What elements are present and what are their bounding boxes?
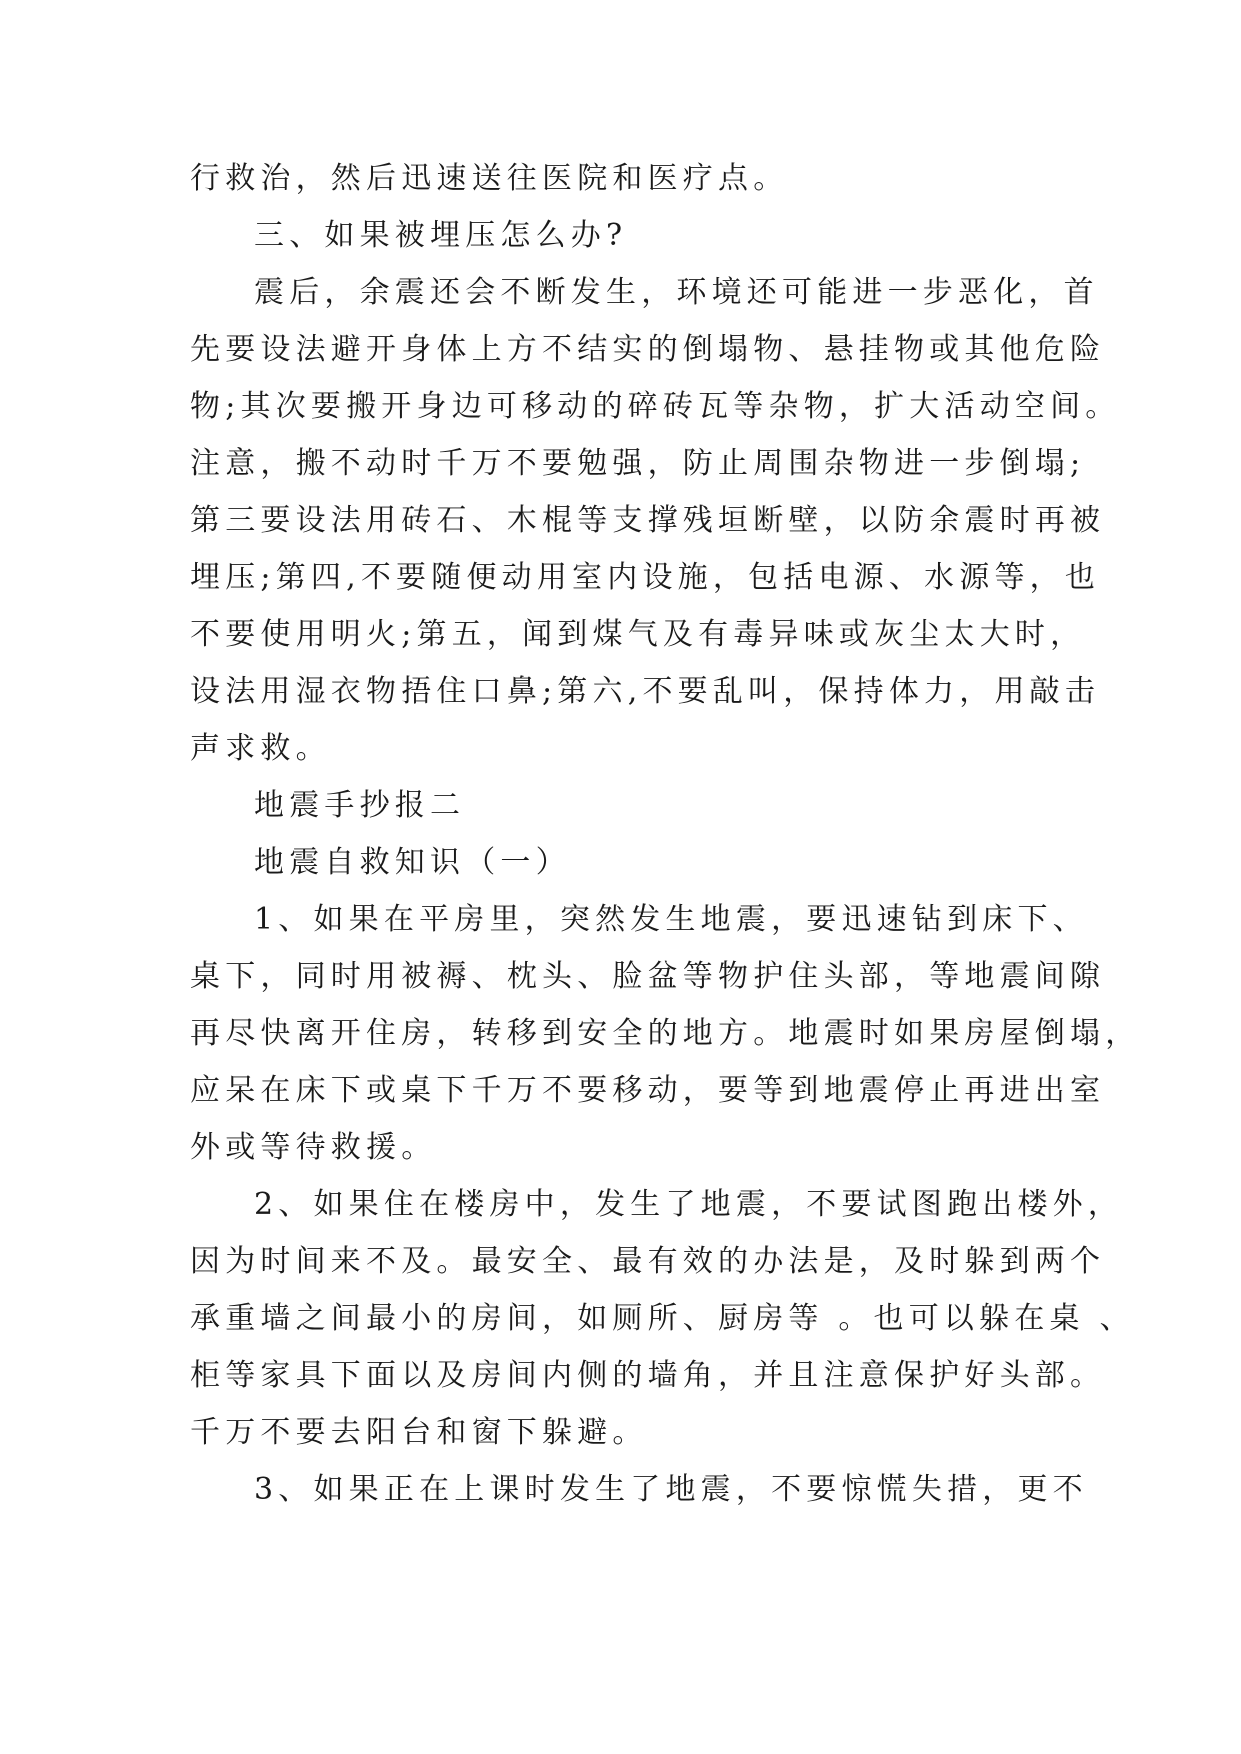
text-line: 再尽快离开住房，转移到安全的地方。地震时如果房屋倒塌， bbox=[190, 1016, 1141, 1051]
text-line: 应呆在床下或桌下千万不要移动，要等到地震停止再进出室 bbox=[190, 1073, 1106, 1108]
text-line: 第三要设法用砖石、木棍等支撑残垣断壁，以防余震时再被 bbox=[190, 503, 1106, 538]
text-line: 震后，余震还会不断发生，环境还可能进一步恶化，首 bbox=[254, 275, 1099, 310]
text-line: 物;其次要搬开身边可移动的碎砖瓦等杂物，扩大活动空间。 bbox=[190, 389, 1121, 424]
text-line: 行救治，然后迅速送往医院和医疗点。 bbox=[190, 161, 789, 196]
text-line: 承重墙之间最小的房间，如厕所、厨房等 。也可以躲在桌 、 bbox=[190, 1301, 1135, 1336]
section-heading: 地震自救知识（一） bbox=[254, 845, 571, 880]
text-line: 埋压;第四,不要随便动用室内设施，包括电源、水源等，也 bbox=[190, 560, 1101, 595]
text-line: 注意，搬不动时千万不要勉强，防止周围杂物进一步倒塌; bbox=[190, 446, 1086, 481]
section-heading: 地震手抄报二 bbox=[254, 788, 466, 823]
text-line: 2、如果住在楼房中，发生了地震，不要试图跑出楼外， bbox=[254, 1187, 1124, 1222]
text-line: 设法用湿衣物捂住口鼻;第六,不要乱叫，保持体力，用敲击 bbox=[190, 674, 1101, 709]
text-line: 3、如果正在上课时发生了地震，不要惊慌失措，更不 bbox=[254, 1472, 1088, 1507]
text-line: 外或等待救援。 bbox=[190, 1130, 437, 1165]
text-line: 声求救。 bbox=[190, 731, 331, 766]
text-line: 因为时间来不及。最安全、最有效的办法是，及时躲到两个 bbox=[190, 1244, 1106, 1279]
text-line: 先要设法避开身体上方不结实的倒塌物、悬挂物或其他危险 bbox=[190, 332, 1106, 367]
section-heading: 三、如果被埋压怎么办? bbox=[254, 218, 628, 253]
text-line: 桌下，同时用被褥、枕头、脸盆等物护住头部，等地震间隙 bbox=[190, 959, 1106, 994]
text-line: 千万不要去阳台和窗下躲避。 bbox=[190, 1415, 648, 1450]
document-body bbox=[190, 150, 1141, 1518]
text-line: 柜等家具下面以及房间内侧的墙角，并且注意保护好头部。 bbox=[190, 1358, 1106, 1393]
text-line: 不要使用明火;第五，闻到煤气及有毒异味或灰尘太大时， bbox=[190, 617, 1086, 652]
text-line: 1、如果在平房里，突然发生地震，要迅速钻到床下、 bbox=[254, 902, 1088, 937]
